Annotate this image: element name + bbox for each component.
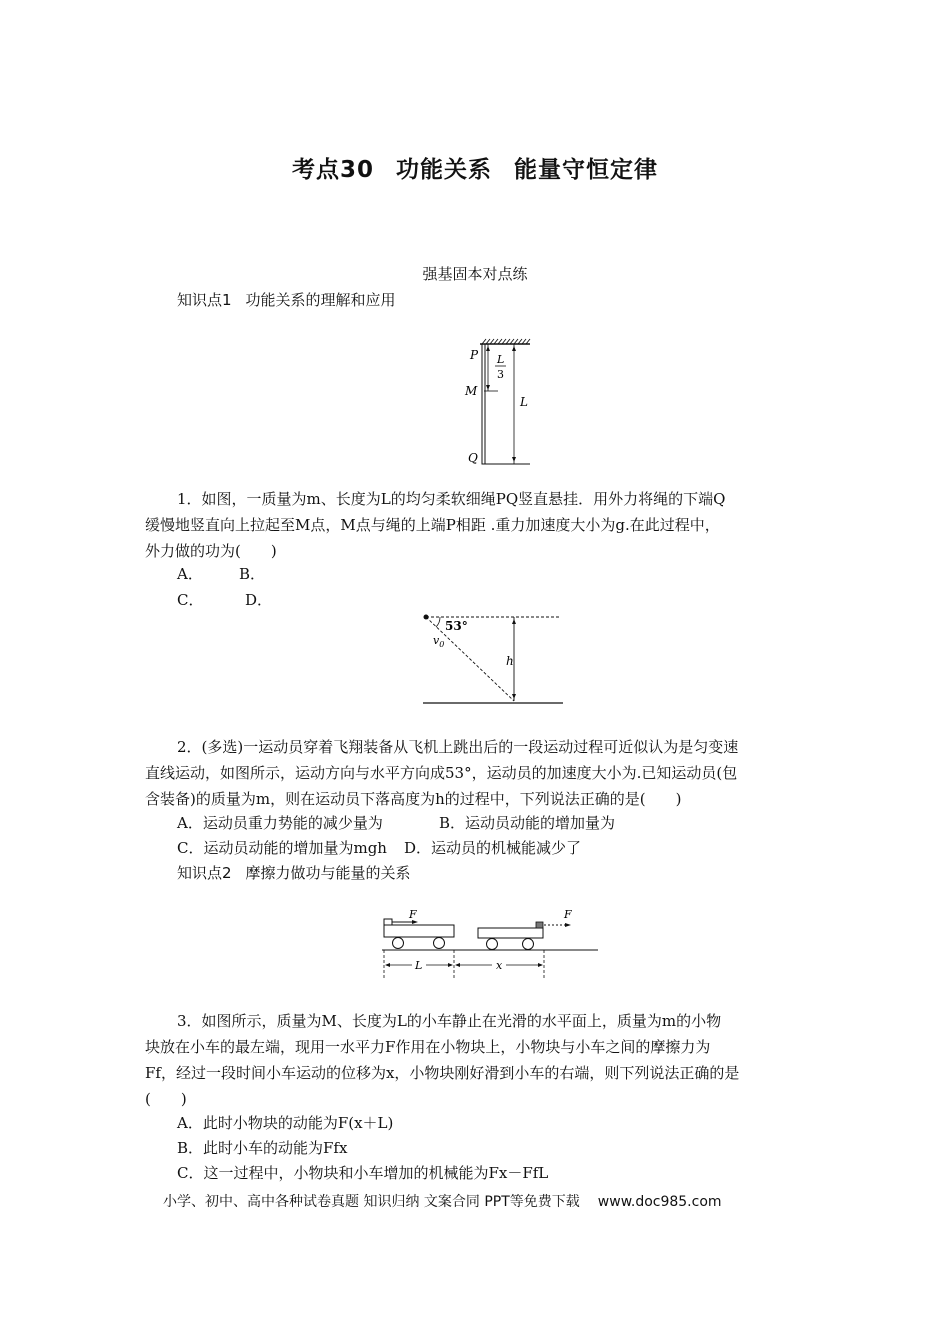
q2-options-row1 (177, 812, 615, 833)
q3-line1: 3．如图所示，质量为M、长度为L的小车静止在光滑的水平面上，质量为m的小物 (177, 1012, 722, 1030)
label-frac-num: L (497, 353, 505, 366)
q3-line2: 块放在小车的最左端，现用一水平力F作用在小物块上，小物块与小车之间的摩擦力为 (145, 1038, 711, 1056)
q2-line1: 2．(多选)一运动员穿着飞翔装备从飞机上跳出后的一段运动过程可近似认为是匀变速 (177, 738, 739, 756)
label-F-right: F (564, 908, 572, 921)
q3-line4: ( ) (145, 1090, 187, 1108)
q3-option-B: B．此时小车的动能为Ffx (177, 1139, 348, 1157)
label-frac-den: 3 (497, 368, 504, 381)
q1-options-row2 (177, 589, 272, 610)
q1-line1: 1．如图，一质量为m、长度为L的均匀柔软细绳PQ竖直悬挂．用外力将绳的下端Q (177, 490, 726, 508)
title-part1: 考点30 (291, 157, 374, 183)
label-L: L (520, 395, 528, 409)
q1-option-B: B． (239, 565, 266, 583)
q1-options-row1 (177, 563, 265, 584)
label-P: P (470, 348, 479, 362)
label-M: M (465, 384, 478, 398)
footer-text: 小学、初中、高中各种试卷真题 知识归纳 文案合同 PPT等免费下载 (163, 1194, 580, 1210)
label-v0: $v_0$ (433, 634, 445, 649)
q2-option-A: A．运动员重力势能的减少量为 (177, 814, 383, 832)
label-x-dim: x (496, 959, 503, 972)
label-angle: 53° (445, 619, 468, 633)
footer-url[interactable]: www.doc985.com (597, 1194, 722, 1210)
kp1-label: 知识点1 (177, 291, 232, 309)
title-part2: 功能关系 (396, 157, 492, 183)
question-1 (145, 486, 807, 564)
q1-option-D: D． (245, 591, 273, 609)
q1-line2: 缓慢地竖直向上拉起至M点，M点与绳的上端P相距 .重力加速度大小为g.在此过程中， (145, 516, 720, 534)
page-title (0, 151, 950, 184)
section-heading: 强基固本对点练 (422, 265, 528, 283)
knowledge-point-1 (177, 289, 396, 310)
q3-option-C: C．这一过程中，小物块和小车增加的机械能为Fx－FfL (177, 1164, 549, 1182)
q2-line3: 含装备)的质量为m，则在运动员下落高度为h的过程中，下列说法正确的是( ) (145, 790, 682, 808)
q1-line3: 外力做的功为( ) (145, 542, 277, 560)
q2-option-C: C．运动员动能的增加量为mgh (177, 839, 387, 857)
question-3 (145, 1008, 807, 1112)
figure-hanging-rope (440, 338, 540, 468)
question-2 (145, 734, 807, 812)
q1-option-C: C． (177, 591, 204, 609)
q3-option-A: A．此时小物块的动能为F(x＋L) (177, 1114, 394, 1132)
q3-line3: Ff，经过一段时间小车运动的位移为x，小物块刚好滑到小车的右端，则下列说法正确的是 (145, 1064, 740, 1082)
label-Q: Q (468, 451, 478, 465)
label-L-dim: L (415, 959, 423, 972)
page-footer (163, 1191, 722, 1211)
q1-option-A: A． (177, 565, 203, 583)
q2-option-B: B．运动员动能的增加量为 (439, 814, 616, 832)
label-h: h (506, 654, 514, 668)
q2-option-D: D．运动员的机械能减少了 (404, 839, 582, 857)
kp2-label: 知识点2 (177, 864, 232, 882)
figure-block-on-cart (378, 905, 603, 985)
knowledge-point-2 (177, 862, 411, 883)
title-part3: 能量守恒定律 (514, 157, 658, 183)
kp2-text: 摩擦力做功与能量的关系 (245, 864, 411, 882)
q2-line2: 直线运动，如图所示，运动方向与水平方向成53°，运动员的加速度大小为.已知运动员(包 (145, 764, 738, 782)
label-F-left: F (409, 908, 417, 921)
kp1-text: 功能关系的理解和应用 (245, 291, 396, 309)
q2-options-row2 (177, 837, 581, 858)
figure-skydiver-motion (418, 608, 568, 708)
